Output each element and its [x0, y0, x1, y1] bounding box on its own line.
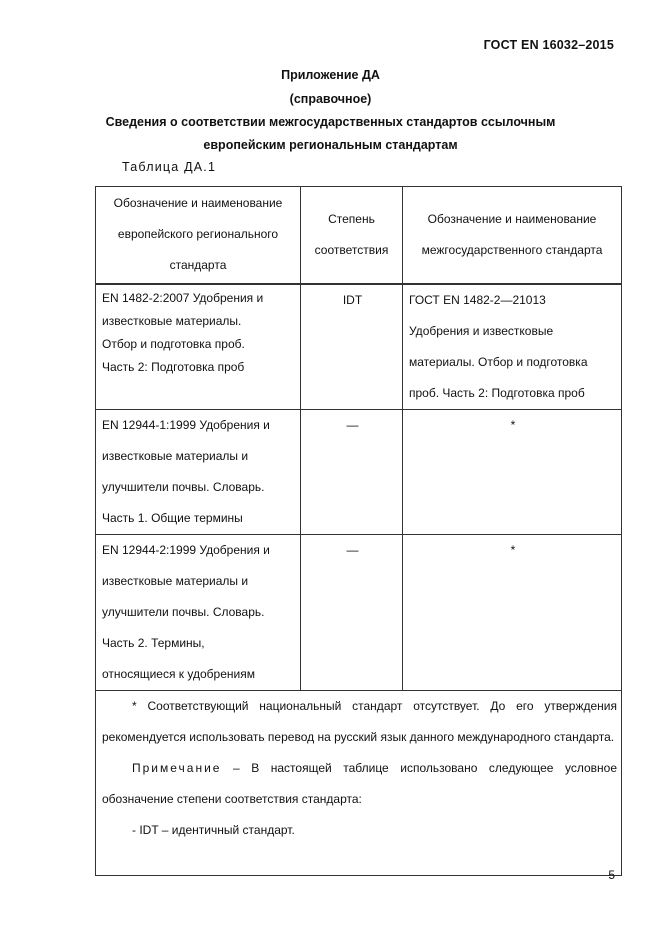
cell-european-standard: EN 12944-1:1999 Удобрения и известковые материалы и улучшители почвы. Словарь. Часть 1. Общие термины — [96, 409, 301, 534]
cell-interstate-standard: * — [403, 409, 622, 534]
cell-degree: IDT — [301, 284, 403, 410]
footnote-text: * Соответствующий национальный стандарт отсутствует. До его утверждения рекомендуется использовать перевод на русский язык данного международного стандарта. — [102, 698, 617, 744]
document-code: ГОСТ EN 16032–2015 — [483, 38, 614, 52]
cell-interstate-standard: ГОСТ EN 1482-2—21013 Удобрения и известковые материалы. Отбор и подготовка проб. Часть 2: Подготовка проб — [403, 284, 622, 410]
table-footnote-cell — [96, 690, 622, 875]
note-paragraph — [102, 753, 617, 815]
table-header-row — [96, 187, 622, 284]
annex-subject-line-2: европейским региональным стандартам — [203, 138, 458, 152]
cell-degree: — — [301, 534, 403, 690]
table-footer-row — [96, 690, 622, 875]
cell-degree: — — [301, 409, 403, 534]
page-number: 5 — [608, 868, 615, 882]
table-caption: Таблица ДА.1 — [122, 160, 217, 174]
table-row — [96, 284, 622, 410]
table-row — [96, 409, 622, 534]
note-label: Примечание — [132, 760, 222, 775]
annex-subject-line-1: Сведения о соответствии межгосударственных стандартов ссылочным — [105, 115, 556, 129]
header-interstate-standard: Обозначение и наименование межгосударственного стандарта — [403, 187, 622, 284]
note-text: – В настоящей таблице использовано следующее условное обозначение степени соответствия стандарта: — [102, 760, 617, 806]
correspondence-table — [95, 186, 622, 876]
note-list-item: - IDT – идентичный стандарт. — [132, 822, 295, 837]
header-degree: Степень соответствия — [301, 187, 403, 284]
annex-title: Приложение ДА — [281, 68, 380, 82]
cell-european-standard: EN 1482-2:2007 Удобрения и известковые материалы. Отбор и подготовка проб. Часть 2: Подготовка проб — [96, 284, 301, 410]
header-european-standard: Обозначение и наименование европейского регионального стандарта — [96, 187, 301, 284]
cell-european-standard: EN 12944-2:1999 Удобрения и известковые материалы и улучшители почвы. Словарь. Часть 2. Термины, относящиеся к удобрениям — [96, 534, 301, 690]
annex-kind: (справочное) — [289, 92, 372, 106]
table-row — [96, 534, 622, 690]
cell-interstate-standard: * — [403, 534, 622, 690]
